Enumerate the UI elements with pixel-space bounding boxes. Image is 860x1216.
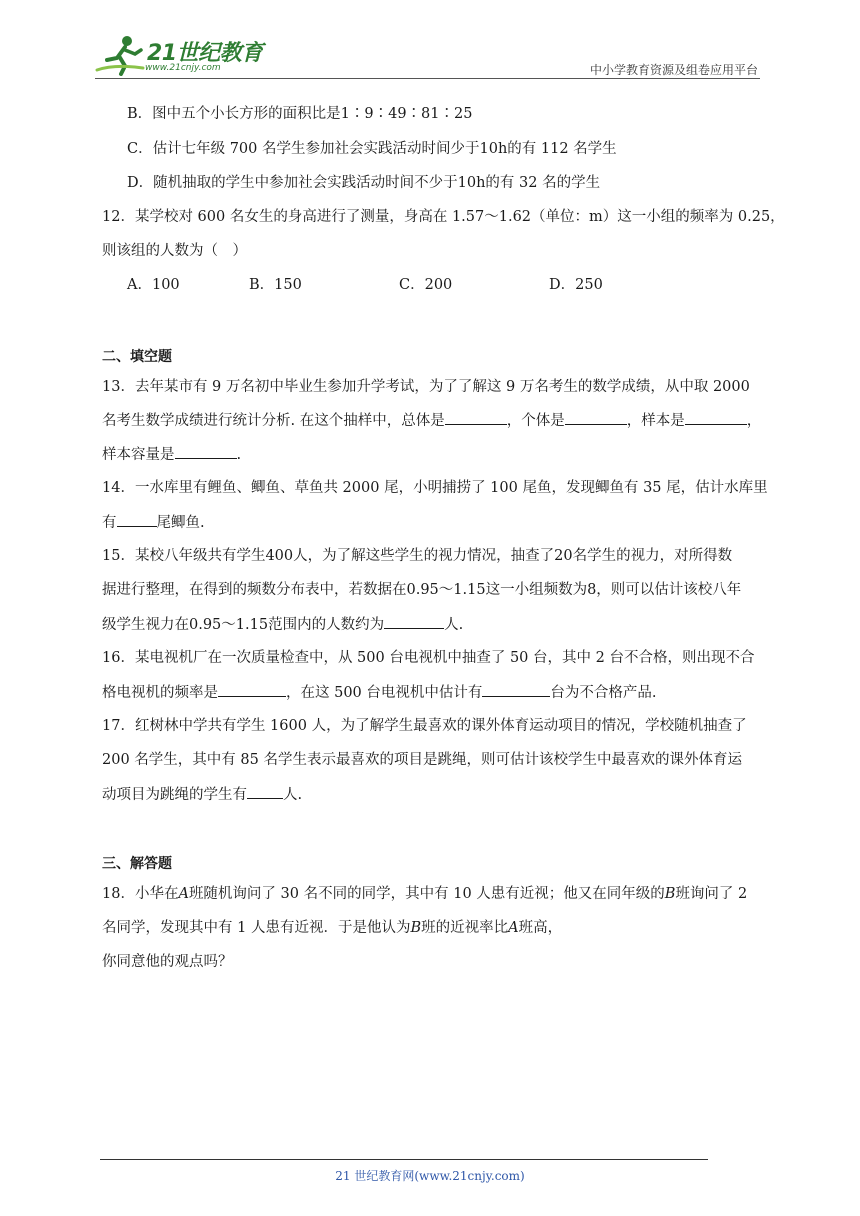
q13-text: 名考生数学成绩进行统计分析. 在这个抽样中，总体是 [102, 413, 445, 429]
q12-choice-b: B．150 [249, 277, 302, 293]
section-heading-fill-in: 二、填空题 [102, 349, 172, 365]
page-header [95, 30, 760, 78]
variable-a: A [508, 920, 519, 936]
q16-text: ，在这 500 台电视机中估计有 [286, 685, 483, 701]
header-divider [95, 78, 760, 79]
q16-text: 台为不合格产品. [550, 685, 657, 701]
q17-text: 动项目为跳绳的学生有 [102, 787, 247, 803]
q12-choice-a: A．100 [127, 277, 180, 293]
answer-blank [117, 512, 157, 527]
runner-icon [95, 34, 147, 76]
q17-stem-line1: 17．红树林中学共有学生 1600 人，为了解学生最喜欢的课外体育运动项目的情况，学校随机抽查了 [102, 718, 747, 734]
q13-stem-line2 [102, 410, 761, 431]
variable-b: B [664, 886, 676, 902]
q12-stem-line1: 12．某学校对 600 名女生的身高进行了测量，身高在 1.57～1.62（单位：m）这一小组的频率为 0.25， [102, 209, 785, 225]
q13-text: ，个体是 [506, 413, 565, 429]
section-heading-answer: 三、解答题 [102, 856, 172, 872]
q17-stem-line2: 200 名学生，其中有 85 名学生表示最喜欢的项目是跳绳，则可估计该校学生中最喜欢的课外体育运 [102, 752, 742, 768]
q17-stem-line3 [102, 784, 302, 805]
q12-stem-line2: 则该组的人数为（ ） [102, 243, 247, 259]
q18-text: 班高， [518, 920, 563, 936]
platform-title: 中小学教育资源及组卷应用平台 [589, 63, 758, 77]
logo-url: www.21cnjy.com [145, 63, 221, 73]
q12-choice-c: C．200 [399, 277, 453, 293]
q14-stem-line1: 14．一水库里有鲤鱼、鲫鱼、草鱼共 2000 尾，小明捕捞了 100 尾鱼，发现鲫鱼有 35 尾，估计水库里 [102, 480, 768, 496]
site-logo[interactable] [95, 34, 270, 76]
footer-link[interactable]: 21 世纪教育网(www.21cnjy.com) [335, 1169, 525, 1183]
q17-text: 人. [283, 787, 303, 803]
q13-text: ， [746, 413, 762, 429]
variable-a: A [178, 886, 189, 902]
footer-divider [100, 1159, 708, 1160]
q15-stem-line3 [102, 614, 463, 635]
q18-text: 班的近视率比 [421, 920, 509, 936]
q15-text: 人. [444, 617, 464, 633]
answer-blank [247, 784, 283, 799]
q11-option-d: D．随机抽取的学生中参加社会实践活动时间不少于10h的有 32 名的学生 [127, 175, 601, 191]
q16-stem-line2 [102, 682, 657, 703]
answer-blank [218, 682, 286, 697]
logo-text: 21世纪教育 [147, 41, 263, 66]
q15-stem-line2: 据进行整理，在得到的频数分布表中，若数据在0.95～1.15这一小组频数为8，则可以估计该校八年 [102, 582, 742, 598]
q16-text: 格电视机的频率是 [102, 685, 218, 701]
q18-stem-line3: 你同意他的观点吗？ [102, 954, 233, 970]
answer-blank [565, 410, 627, 425]
q18-stem-line1 [102, 884, 747, 904]
q14-text: 尾鲫鱼. [156, 515, 205, 531]
q18-stem-line2 [102, 918, 562, 938]
variable-b: B [410, 920, 422, 936]
q16-stem-line1: 16．某电视机厂在一次质量检查中，从 500 台电视机中抽查了 50 台，其中 2 台不合格，则出现不合 [102, 650, 755, 666]
q13-text: 样本容量是 [102, 447, 175, 463]
q18-text: 班随机询问了 30 名不同的同学，其中有 10 人患有近视；他又在同年级的 [188, 886, 665, 902]
q14-stem-line2 [102, 512, 205, 533]
q13-text: . [236, 447, 242, 463]
q18-text: 18．小华在 [102, 886, 179, 902]
answer-blank [445, 410, 507, 425]
answer-blank [175, 444, 237, 459]
q12-choice-d: D．250 [549, 277, 603, 293]
answer-blank [482, 682, 550, 697]
answer-blank [384, 614, 444, 629]
q18-text: 名同学，发现其中有 1 人患有近视．于是他认为 [102, 920, 411, 936]
answer-blank [685, 410, 747, 425]
q13-stem-line1: 13．去年某市有 9 万名初中毕业生参加升学考试，为了了解这 9 万名考生的数学成绩，从中取 2000 [102, 379, 750, 395]
q14-text: 有 [102, 515, 117, 531]
q18-text: 班询问了 2 [675, 886, 748, 902]
q11-option-b: B．图中五个小长方形的面积比是1∶9∶49∶81∶25 [127, 106, 473, 122]
q15-text: 级学生视力在0.95～1.15范围内的人数约为 [102, 617, 385, 633]
q11-option-c: C．估计七年级 700 名学生参加社会实践活动时间少于10h的有 112 名学生 [127, 141, 617, 157]
q13-stem-line3 [102, 444, 241, 465]
q15-stem-line1: 15．某校八年级共有学生400人，为了解这些学生的视力情况，抽查了20名学生的视力，对所得数 [102, 548, 733, 564]
q13-text: ，样本是 [626, 413, 685, 429]
